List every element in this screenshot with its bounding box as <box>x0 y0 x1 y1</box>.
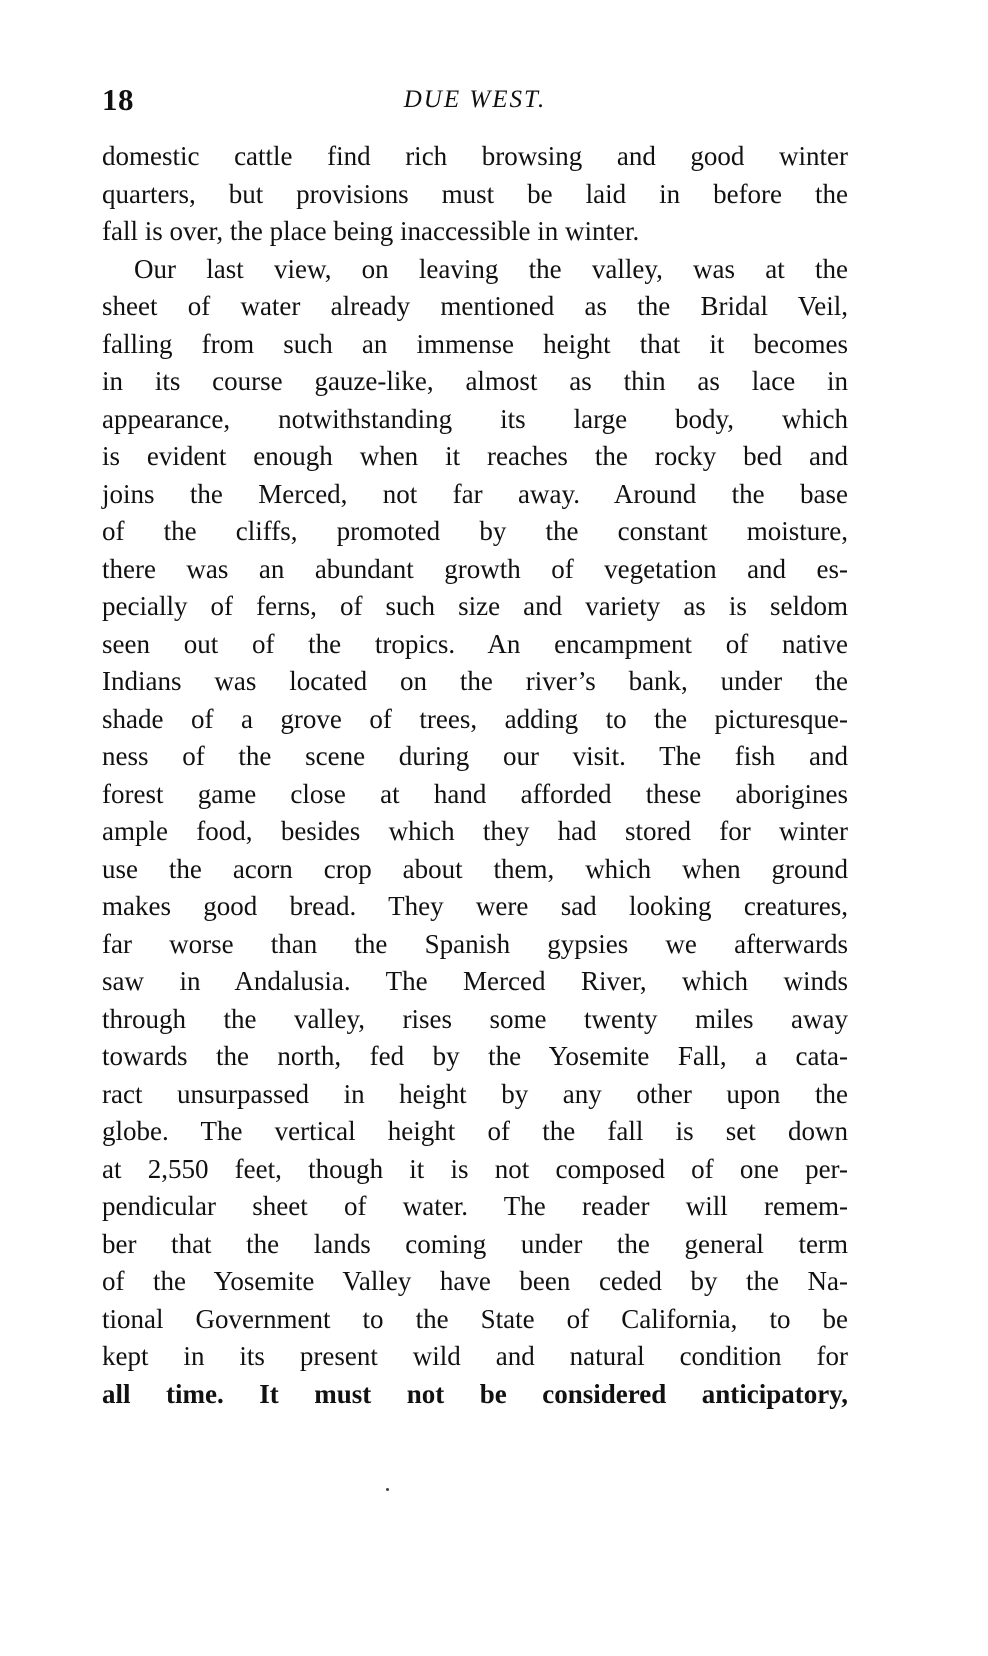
text-line-13: pecially of ferns, of such size and variety as is seldom <box>102 591 848 621</box>
text-line-22: far worse than the Spanish gypsies we afterwards <box>102 928 848 959</box>
text-line-26: ract unsurpassed in height by any other upon the <box>102 1078 848 1109</box>
text-line-2: quarters, but provisions must be laid in before the <box>102 178 848 209</box>
body-text <box>102 138 848 1413</box>
text-line-17: ness of the scene during our visit. The fish and <box>102 741 848 771</box>
text-line-20: use the acorn crop about them, which when ground <box>102 853 848 884</box>
text-line-14: seen out of the tropics. An encampment of native <box>102 628 848 659</box>
text-line-34: all time. It must not be considered anticipatory, <box>102 1378 848 1409</box>
text-line-21: makes good bread. They were sad looking creatures, <box>102 891 848 921</box>
text-line-1: domestic cattle find rich browsing and good winter <box>102 141 848 171</box>
text-line-24: through the valley, rises some twenty miles away <box>102 1003 848 1034</box>
text-line-25: towards the north, fed by the Yosemite Fall, a cata- <box>102 1041 848 1071</box>
page-header <box>102 82 848 122</box>
text-line-9: is evident enough when it reaches the rocky bed and <box>102 441 848 471</box>
text-line-11: of the cliffs, promoted by the constant moisture, <box>102 516 848 546</box>
text-line-10: joins the Merced, not far away. Around the base <box>102 478 848 509</box>
text-line-32: tional Government to the State of California, to be <box>102 1303 848 1334</box>
page-number: 18 <box>102 82 134 117</box>
text-line-27: globe. The vertical height of the fall is set down <box>102 1116 848 1146</box>
text-line-7: in its course gauze-like, almost as thin as lace in <box>102 366 848 396</box>
text-line-31: of the Yosemite Valley have been ceded by the Na- <box>102 1266 848 1296</box>
text-line-28: at 2,550 feet, though it is not composed of one per- <box>102 1153 848 1184</box>
text-line-8: appearance, notwithstanding its large body, which <box>102 403 848 434</box>
text-line-19: ample food, besides which they had stored for winter <box>102 816 848 846</box>
text-line-6: falling from such an immense height that it becomes <box>102 328 848 359</box>
text-line-16: shade of a grove of trees, adding to the picturesque- <box>102 703 848 734</box>
running-title: DUE WEST. <box>403 86 547 113</box>
text-line-4: Our last view, on leaving the valley, was at the <box>134 253 848 284</box>
text-line-5: sheet of water already mentioned as the Bridal Veil, <box>102 291 848 321</box>
text-line-15: Indians was located on the river’s bank, under the <box>102 666 848 696</box>
text-line-29: pendicular sheet of water. The reader will remem- <box>102 1191 848 1221</box>
text-line-23: saw in Andalusia. The Merced River, which winds <box>102 966 848 996</box>
text-line-3: fall is over, the place being inaccessible in winter. <box>102 216 640 246</box>
text-line-12: there was an abundant growth of vegetation and es- <box>102 553 848 584</box>
text-line-18: forest game close at hand afforded these aborigines <box>102 778 848 809</box>
text-line-33: kept in its present wild and natural condition for <box>102 1341 848 1371</box>
stray-print-mark <box>386 1488 389 1491</box>
text-line-30: ber that the lands coming under the general term <box>102 1228 848 1259</box>
